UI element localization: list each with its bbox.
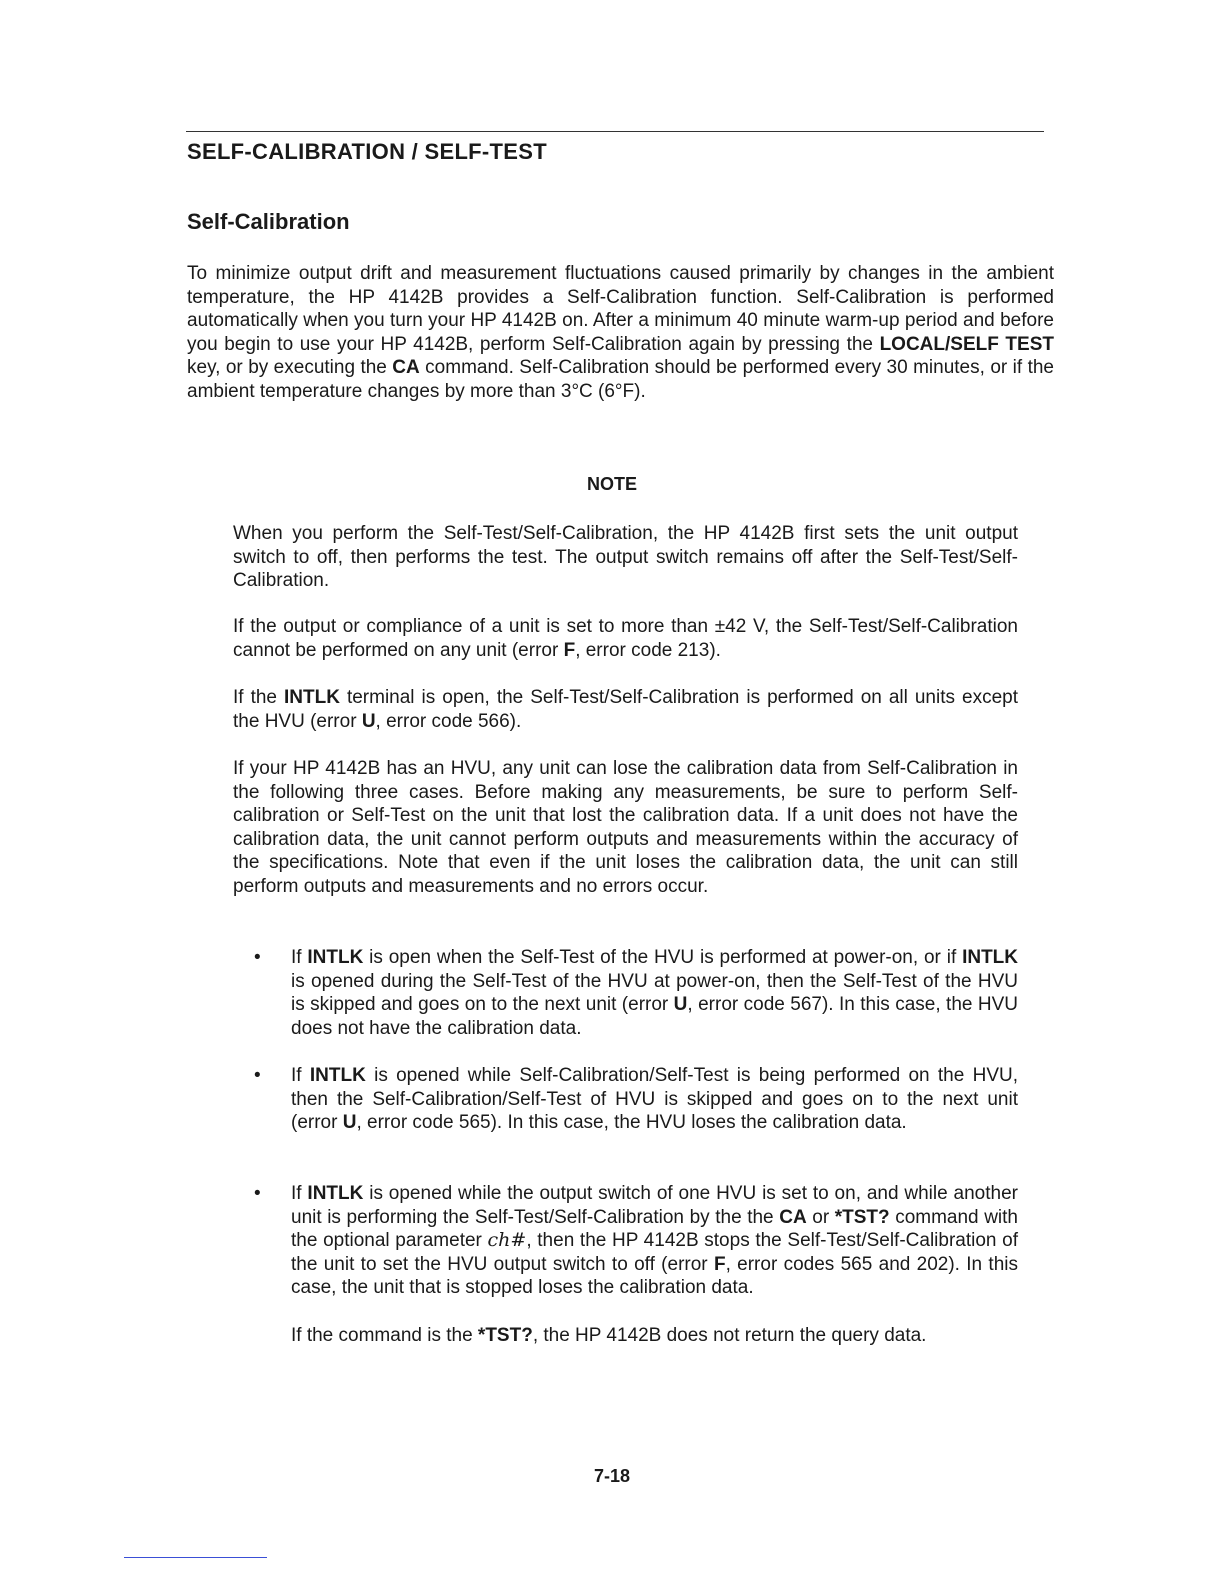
intro-paragraph: To minimize output drift and measurement fluctuations caused primarily by changes in the ambient temperature, the HP 4142B provides a Self-Calibration function. Self-Calibration is performed automatically when you turn your HP 4142B on. After a minimum 40 minute warm-up period and before you begin to use your HP 4142B, perform Self-Calibration again by pressing the LOCAL/SELF TEST key, or by executing the CA command. Self-Calibration should be performed every 30 minutes, or if the ambient temperature changes by more than 3°C (6°F). bbox=[187, 263, 1054, 402]
note-heading: NOTE bbox=[586, 474, 637, 494]
section-title: SELF-CALIBRATION / SELF-TEST bbox=[187, 139, 547, 164]
note-paragraph-2: If the output or compliance of a unit is set to more than ±42 V, the Self-Test/Self-Calibration cannot be performed on any unit (error F, error code 213). bbox=[233, 616, 1018, 661]
page-number: 7-18 bbox=[593, 1466, 631, 1486]
bullet-icon: • bbox=[254, 1183, 261, 1204]
bullet-icon: • bbox=[254, 1065, 261, 1086]
channel-parameter: ch# bbox=[487, 1229, 527, 1251]
ca-command: CA bbox=[392, 357, 420, 378]
note-paragraph-1: When you perform the Self-Test/Self-Calibration, the HP 4142B first sets the unit output switch to off, then performs the test. The output switch remains off after the Self-Test/Self-Calibration. bbox=[233, 523, 1018, 591]
header-rule bbox=[186, 131, 1044, 132]
footer-rule bbox=[124, 1557, 267, 1558]
tst-query-note: If the command is the *TST?, the HP 4142B does not return the query data. bbox=[291, 1325, 927, 1346]
bullet-item-3: If INTLK is opened while the output switch of one HVU is set to on, and while another unit is performing the Self-Test/Self-Calibration by the the CA or *TST? command with the optional parameter ch#, then the HP 4142B stops the Self-Test/Self-Calibration of the unit to set the HVU output switch to off (error F, error codes 565 and 202). In this case, the unit that is stopped loses the calibration data. bbox=[291, 1183, 1019, 1298]
bullet-icon: • bbox=[254, 947, 261, 968]
note-paragraph-3: If the INTLK terminal is open, the Self-Test/Self-Calibration is performed on all units except the HVU (error U, error code 566). bbox=[233, 687, 1018, 732]
bullet-item-2: If INTLK is opened while Self-Calibration/Self-Test is being performed on the HVU, then the Self-Calibration/Self-Test of HVU is skipped and goes on to the next unit (error U, error code 565). In this case, the HVU loses the calibration data. bbox=[291, 1065, 1018, 1133]
local-self-test-key: LOCAL/SELF TEST bbox=[879, 333, 1054, 355]
bullet-item-1: If INTLK is open when the Self-Test of the HVU is performed at power-on, or if INTLK is opened during the Self-Test of the HVU at power-on, then the Self-Test of the HVU is skipped and goes on to the next unit (error U, error code 567). In this case, the HVU does not have the calibration data. bbox=[291, 947, 1018, 1039]
note-paragraph-4: If your HP 4142B has an HVU, any unit can lose the calibration data from Self-Calibration in the following three cases. Before making any measurements, be sure to perform Self-calibration or Self-Test on the unit that lost the calibration data. If a unit does not have the calibration data, the unit cannot perform outputs and measurements within the accuracy of the specifications. Note that even if the unit loses the calibration data, the unit can still perform outputs and measurements and no errors occur. bbox=[233, 758, 1018, 897]
subsection-title: Self-Calibration bbox=[187, 209, 350, 234]
